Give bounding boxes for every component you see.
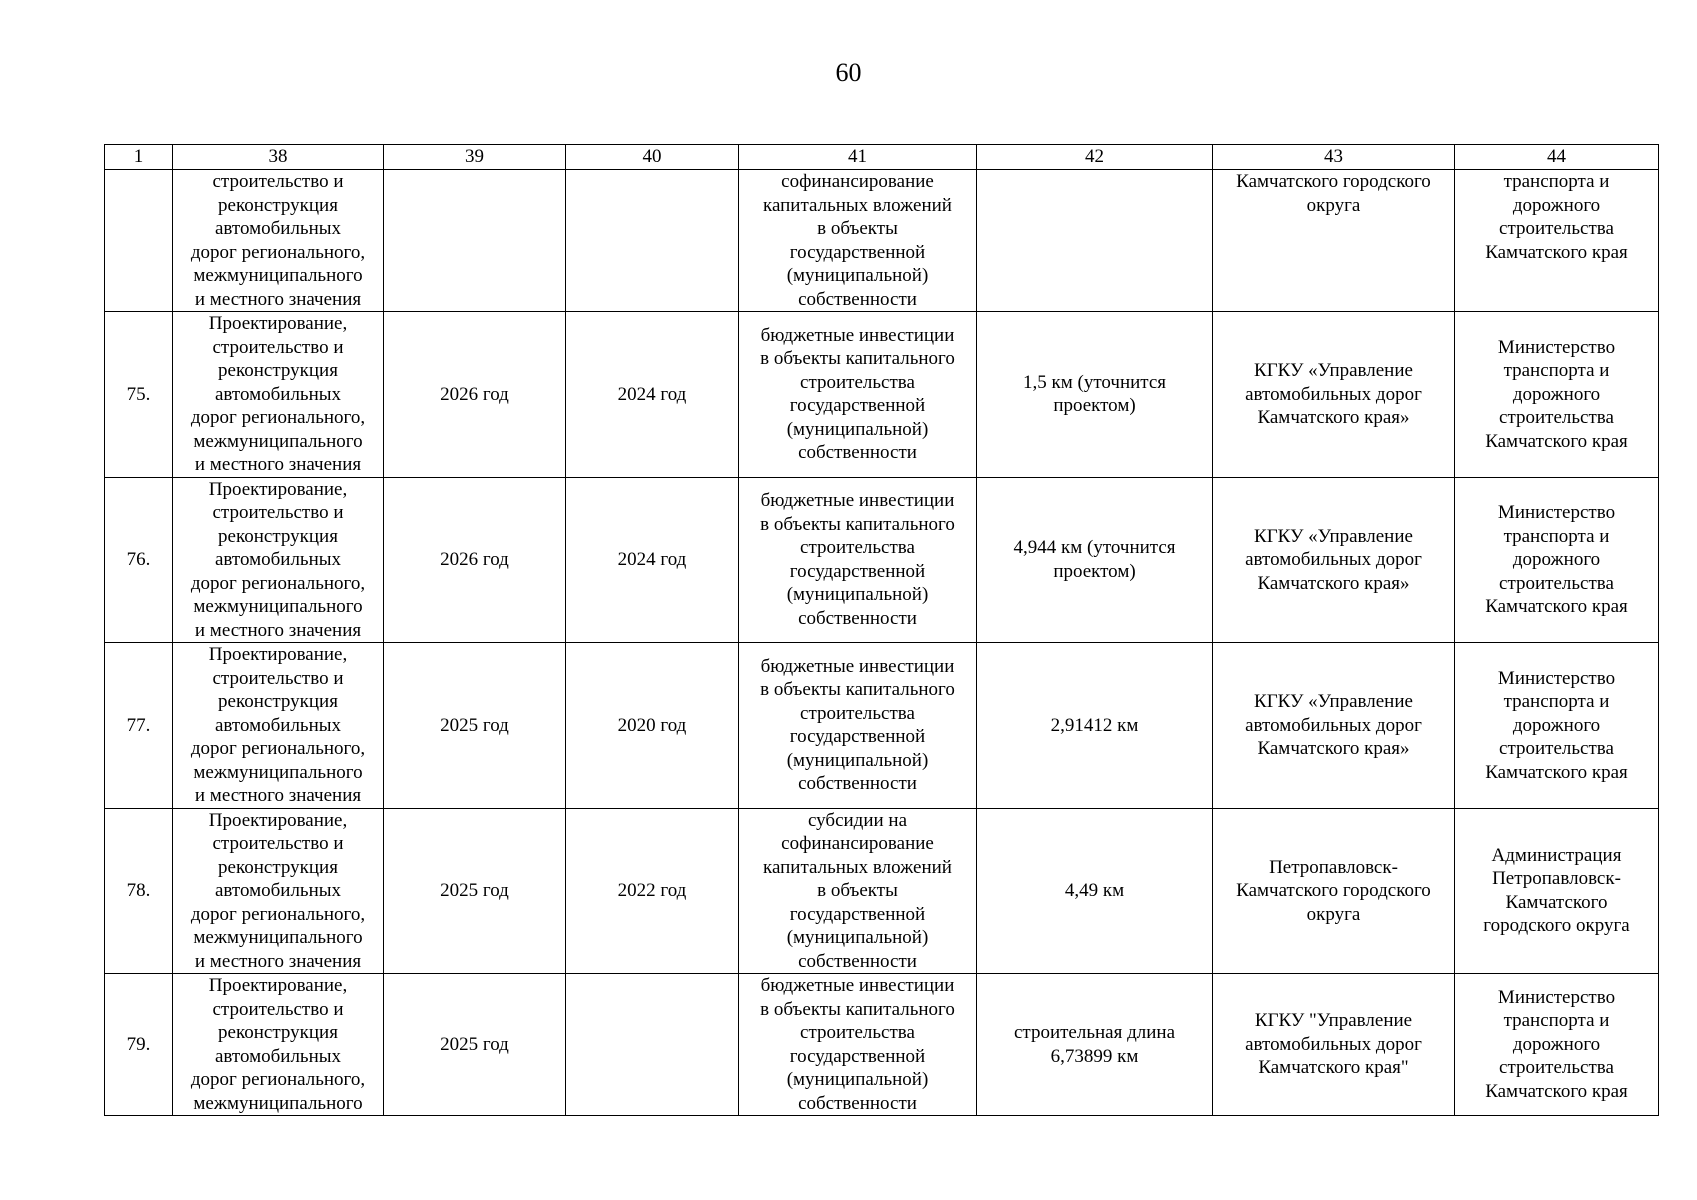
start-year-cell: 2020 год <box>566 643 739 809</box>
row-number-cell: 75. <box>105 312 173 478</box>
capacity-cell: 2,91412 км <box>977 643 1213 809</box>
table-row <box>105 643 1659 809</box>
column-header: 40 <box>566 145 739 170</box>
funding-form-cell: бюджетные инвестиции в объекты капитального строительства государственной (муниципальной) собственности <box>739 974 977 1116</box>
completion-year-cell <box>384 170 566 312</box>
capacity-cell: 1,5 км (уточнится проектом) <box>977 312 1213 478</box>
funding-form-cell: субсидии на софинансирование капитальных вложений в объекты государственной (муниципальной) собственности <box>739 808 977 974</box>
funding-form-cell: бюджетные инвестиции в объекты капитального строительства государственной (муниципальной) собственности <box>739 312 977 478</box>
column-header: 1 <box>105 145 173 170</box>
activity-cell: Проектирование, строительство и реконструкция автомобильных дорог регионального, межмуниципального <box>173 974 384 1116</box>
developer-cell: КГКУ «Управление автомобильных дорог Камчатского края» <box>1213 643 1455 809</box>
column-header: 43 <box>1213 145 1455 170</box>
row-number-cell: 76. <box>105 477 173 643</box>
row-number-cell <box>105 170 173 312</box>
start-year-cell: 2024 год <box>566 477 739 643</box>
column-header: 39 <box>384 145 566 170</box>
administrator-cell: Администрация Петропавловск- Камчатского городского округа <box>1455 808 1659 974</box>
table-row <box>105 477 1659 643</box>
activity-cell: Проектирование, строительство и реконструкция автомобильных дорог регионального, межмуниципального и местного значения <box>173 808 384 974</box>
administrator-cell: транспорта и дорожного строительства Камчатского края <box>1455 170 1659 312</box>
table-row <box>105 974 1659 1116</box>
developer-cell: КГКУ «Управление автомобильных дорог Камчатского края» <box>1213 312 1455 478</box>
funding-form-cell: бюджетные инвестиции в объекты капитального строительства государственной (муниципальной) собственности <box>739 477 977 643</box>
administrator-cell: Министерство транспорта и дорожного строительства Камчатского края <box>1455 643 1659 809</box>
completion-year-cell: 2026 год <box>384 477 566 643</box>
continuation-row <box>105 170 1659 312</box>
funding-form-cell: софинансирование капитальных вложений в объекты государственной (муниципальной) собственности <box>739 170 977 312</box>
completion-year-cell: 2025 год <box>384 974 566 1116</box>
administrator-cell: Министерство транспорта и дорожного строительства Камчатского края <box>1455 974 1659 1116</box>
activity-cell: Проектирование, строительство и реконструкция автомобильных дорог регионального, межмуниципального и местного значения <box>173 643 384 809</box>
developer-cell: Камчатского городского округа <box>1213 170 1455 312</box>
capacity-cell: 4,49 км <box>977 808 1213 974</box>
column-header: 41 <box>739 145 977 170</box>
start-year-cell: 2024 год <box>566 312 739 478</box>
completion-year-cell: 2025 год <box>384 643 566 809</box>
completion-year-cell: 2026 год <box>384 312 566 478</box>
activity-cell: Проектирование, строительство и реконструкция автомобильных дорог регионального, межмуниципального и местного значения <box>173 477 384 643</box>
capacity-cell: 4,944 км (уточнится проектом) <box>977 477 1213 643</box>
column-header: 44 <box>1455 145 1659 170</box>
row-number-cell: 79. <box>105 974 173 1116</box>
column-header: 38 <box>173 145 384 170</box>
page-number: 60 <box>835 58 862 87</box>
developer-cell: КГКУ «Управление автомобильных дорог Камчатского края» <box>1213 477 1455 643</box>
table-row <box>105 808 1659 974</box>
administrator-cell: Министерство транспорта и дорожного строительства Камчатского края <box>1455 477 1659 643</box>
header-row <box>105 145 1659 170</box>
table-row <box>105 312 1659 478</box>
start-year-cell: 2022 год <box>566 808 739 974</box>
row-number-cell: 77. <box>105 643 173 809</box>
activity-cell: Проектирование, строительство и реконструкция автомобильных дорог регионального, межмуниципального и местного значения <box>173 312 384 478</box>
start-year-cell <box>566 974 739 1116</box>
funding-form-cell: бюджетные инвестиции в объекты капитального строительства государственной (муниципальной) собственности <box>739 643 977 809</box>
developer-cell: Петропавловск- Камчатского городского округа <box>1213 808 1455 974</box>
capacity-cell: строительная длина 6,73899 км <box>977 974 1213 1116</box>
row-number-cell: 78. <box>105 808 173 974</box>
data-table <box>104 144 1659 1116</box>
activity-cell: строительство и реконструкция автомобильных дорог регионального, межмуниципального и местного значения <box>173 170 384 312</box>
developer-cell: КГКУ "Управление автомобильных дорог Камчатского края" <box>1213 974 1455 1116</box>
start-year-cell <box>566 170 739 312</box>
administrator-cell: Министерство транспорта и дорожного строительства Камчатского края <box>1455 312 1659 478</box>
column-header: 42 <box>977 145 1213 170</box>
completion-year-cell: 2025 год <box>384 808 566 974</box>
capacity-cell <box>977 170 1213 312</box>
